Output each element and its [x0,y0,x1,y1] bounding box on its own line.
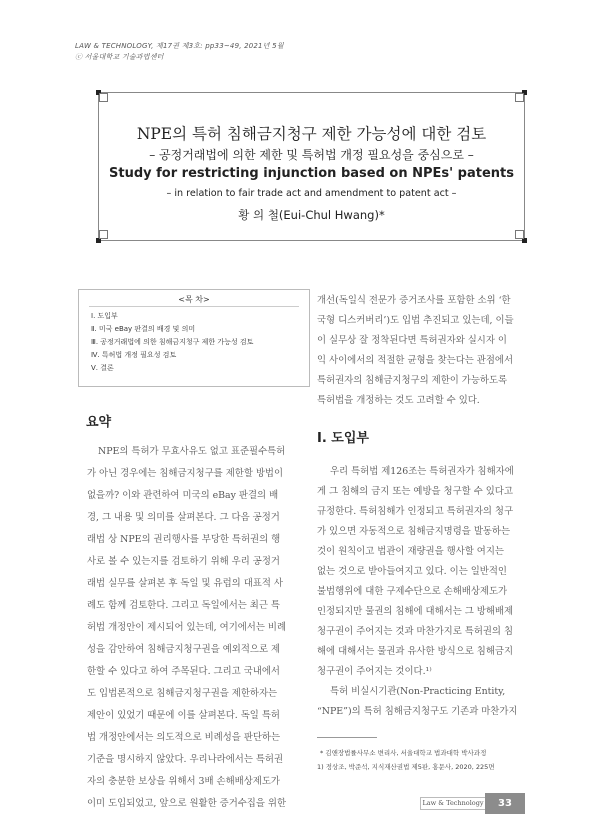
text-line: 경, 그 내용 및 의미를 살펴본다. 그 다음 공정거 [87,512,280,523]
footnote-divider [317,737,377,738]
text-line: 래법 상 NPE의 권리행사를 부당한 특허권의 행 [87,534,281,545]
text-line: 개선(독일식 전문가 증거조사를 포함한 소위 ‘한 [317,295,511,306]
text-line: 허법 개정안이 제시되어 있는데, 여기에서는 비례 [87,622,287,633]
text-line: 해에 대해서는 물권과 유사한 방식으로 침해금지 [317,646,514,657]
text-line: 청구권이 주어지는 것이다.¹⁾ [317,666,432,677]
text-line: 청구권이 주어지는 것과 마찬가지로 특허권의 침 [317,626,514,637]
footnote: 1) 정상조, 박준석, 지식재산권법 제5판, 홍문사, 2020, 225면 [317,763,495,771]
footer-journal-label: Law & Technology [420,797,486,810]
text-line: 인정되지만 물권의 침해에 대해서는 그 방해배제 [317,606,514,617]
text-line: 특허법을 개정하는 것도 고려할 수 있다. [317,395,480,406]
text-line: 가 아닌 경우에는 침해금지청구를 제한할 방법이 [87,468,284,479]
text-line: 자의 충분한 보상을 위해서 3배 손해배상제도가 [87,776,280,787]
abstract-heading: 요약 [86,415,112,430]
subtitle-korean: – 공정거래법에 의한 제한 및 특허법 개정 필요성을 중심으로 – [149,148,474,162]
text-line: 도 입법론적으로 침해금지청구권을 제한하자는 [87,688,278,699]
text-line: 기준을 명시하지 않았다. 우리나라에서는 특허권 [87,754,284,765]
footnote: * 김앤장법률사무소 변리사, 서울대학교 법과대학 박사과정 [320,749,487,757]
text-line: 래법 실무를 살펴본 후 독일 및 유럽의 대표적 사 [87,578,283,589]
text-line: 제안이 있었기 때문에 이를 살펴본다. 독일 특허 [87,710,280,721]
text-line: 이 실무상 잘 정착된다면 특허권자와 실시자 이 [317,335,507,346]
text-line: 불법행위에 대한 구제수단으로 손해배상제도가 [317,586,508,597]
text-line: 성을 감안하여 침해금지청구권을 예외적으로 제 [87,644,281,655]
title-korean: NPE의 특허 침해금지청구 제한 가능성에 대한 검토 [136,125,487,143]
text-line: 없는 것으로 받아들여지고 있다. 이는 일반적인 [317,566,507,577]
text-line: 규정한다. 특허침해가 인정되고 특허권자의 청구 [317,506,514,517]
text-line: 법 개정안에서는 의도적으로 비례성을 판단하는 [87,732,281,743]
text-line: 게 그 침해의 금지 또는 예방을 청구할 수 있다고 [317,486,513,497]
text-line: 특허권자의 침해금지청구의 제한이 가능하도록 [317,375,508,386]
text-line: 사로 볼 수 있는지를 검토하기 위해 우리 공정거 [87,556,280,567]
text-line: 것이 원칙이고 법관이 재량권을 행사할 여지는 [317,546,504,557]
subtitle-english: – in relation to fair trade act and amendment to patent act – [166,188,457,199]
text-line: 우리 특허법 제126조는 특허권자가 침해자에 [330,466,514,477]
toc-item: Ⅰ. 도입부 [91,312,118,320]
toc-item: Ⅲ. 공정거래법에 의한 침해금지청구 제한 가능성 검토 [91,338,254,346]
toc-item: Ⅳ. 특허법 개정 필요성 검토 [91,351,177,359]
text-line: NPE의 특허가 무효사유도 없고 표준필수특허 [98,446,286,457]
text-line: 한할 수 있다고 하여 주목된다. 그리고 국내에서 [87,666,280,677]
page-number: 33 [498,798,512,809]
author: 황 의 철(Eui-Chul Hwang)* [238,208,385,222]
title-english: Study for restricting injunction based on NPEs' patents [109,166,514,181]
text-line: 례도 함께 검토한다. 그리고 독일에서는 최근 특 [87,600,280,611]
copyright-line: ⓒ 서울대학교 기술과법센터 [75,53,164,61]
text-line: “NPE”)의 특허 침해금지청구도 기존과 마찬가지 [317,706,518,717]
toc-item: Ⅱ. 미국 eBay 판결의 배경 및 의미 [91,325,196,333]
journal-citation: LAW & TECHNOLOGY, 제17권 제3호: pp33~49, 2021년 5월 [75,42,284,50]
text-line: 이미 도입되었고, 앞으로 원활한 증거수집을 위한 [87,798,287,809]
text-line: 가 있으면 자동적으로 침해금지명령을 발동하는 [317,526,511,537]
text-line: 국형 디스커버리’)도 입법 추진되고 있는데, 이들 [317,315,514,326]
section-heading-introduction: Ⅰ. 도입부 [317,431,369,446]
text-line: 특허 비실시기관(Non-Practicing Entity, [330,686,506,697]
toc-item: Ⅴ. 결론 [91,364,114,372]
toc-heading: <목 차> [178,295,210,304]
text-line: 없을까? 이와 관련하여 미국의 eBay 판결의 배 [87,490,279,501]
text-line: 익 사이에서의 적절한 균형을 찾는다는 관점에서 [317,355,514,366]
